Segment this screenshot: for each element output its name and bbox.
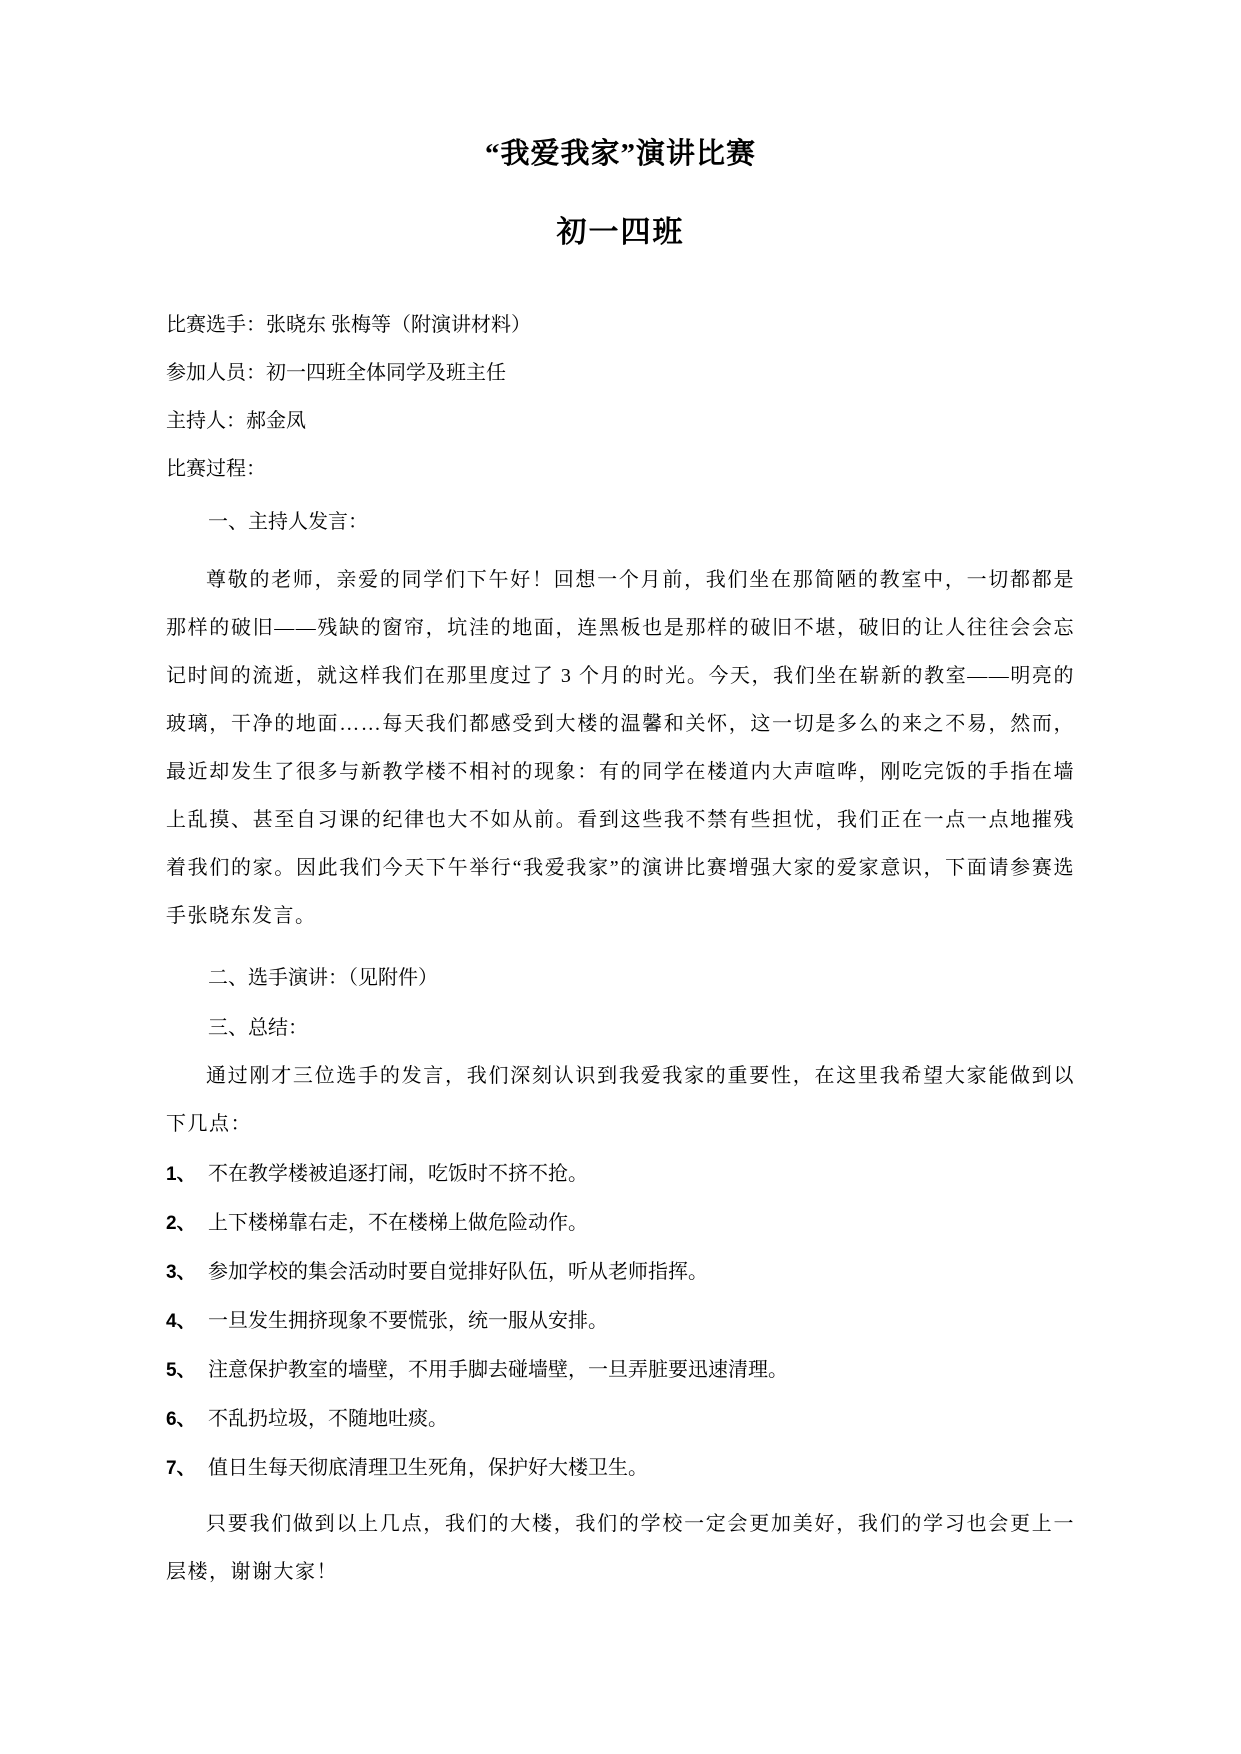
list-item-number: 5、 [166,1360,196,1381]
list-item-text: 值日生每天彻底清理卫生死角，保护好大楼卫生。 [208,1457,648,1479]
list-item-text: 参加学校的集会活动时要自觉排好队伍，听从老师指挥。 [208,1261,708,1283]
contestants-line: 比赛选手：张晓东 张梅等（附演讲材料） [166,314,531,336]
list-item-number: 7、 [166,1458,196,1479]
list-item [166,1297,1075,1346]
list-item [166,1248,1075,1297]
section-2-heading: 二、选手演讲：（见附件） [208,967,438,989]
list-item-text: 一旦发生拥挤现象不要慌张，统一服从安排。 [208,1310,608,1332]
list-item [166,1444,1075,1493]
list-item-text: 不乱扔垃圾，不随地吐痰。 [208,1408,448,1430]
rules-list [166,1150,1075,1493]
list-item-number: 3、 [166,1262,196,1283]
process-line: 比赛过程： [166,458,266,480]
host-line: 主持人：郝金凤 [166,410,306,432]
section-1-heading: 一、主持人发言： [208,511,368,533]
list-item-text: 注意保护教室的墙壁，不用手脚去碰墙壁，一旦弄脏要迅速清理。 [208,1359,788,1381]
list-item [166,1199,1075,1248]
participants-line: 参加人员：初一四班全体同学及班主任 [166,362,506,384]
list-item-number: 2、 [166,1213,196,1234]
list-item-text: 不在教学楼被追逐打闹，吃饭时不挤不抢。 [208,1163,588,1185]
summary-intro-paragraph: 通过刚才三位选手的发言，我们深刻认识到我爱我家的重要性，在这里我希望大家能做到以下几点： [166,1065,1075,1135]
doc-subtitle: 初一四班 [556,216,685,249]
list-item [166,1150,1075,1199]
list-item [166,1346,1075,1395]
host-speech-paragraph: 尊敬的老师，亲爱的同学们下午好！回想一个月前，我们坐在那简陋的教室中，一切都都是那样的破旧——残缺的窗帘，坑洼的地面，连黑板也是那样的破旧不堪，破旧的让人往往会会忘记时间的流逝，就这样我们在那里度过了 3 个月的时光。今天，我们坐在崭新的教室——明亮的玻璃，干净的地面……每天我们都感受到大楼的温馨和关怀，这一切是多么的来之不易，然而，最近却发生了很多与新教学楼不相衬的现象：有的同学在楼道内大声喧哗，刚吃完饭的手指在墙上乱摸、甚至自习课的纪律也大不如从前。看到这些我不禁有些担忧，我们正在一点一点地摧残着我们的家。因此我们今天下午举行“我爱我家”的演讲比赛增强大家的爱家意识，下面请参赛选手张晓东发言。 [166,569,1075,927]
list-item-number: 4、 [166,1311,196,1332]
list-item-number: 1、 [166,1164,196,1185]
doc-title: “我爱我家”演讲比赛 [484,138,756,170]
list-item [166,1395,1075,1444]
closing-paragraph: 只要我们做到以上几点，我们的大楼，我们的学校一定会更加美好，我们的学习也会更上一层楼，谢谢大家！ [166,1513,1075,1583]
list-item-number: 6、 [166,1409,196,1430]
section-3-heading: 三、总结： [208,1017,308,1039]
info-block [166,301,1075,493]
list-item-text: 上下楼梯靠右走，不在楼梯上做危险动作。 [208,1212,588,1234]
